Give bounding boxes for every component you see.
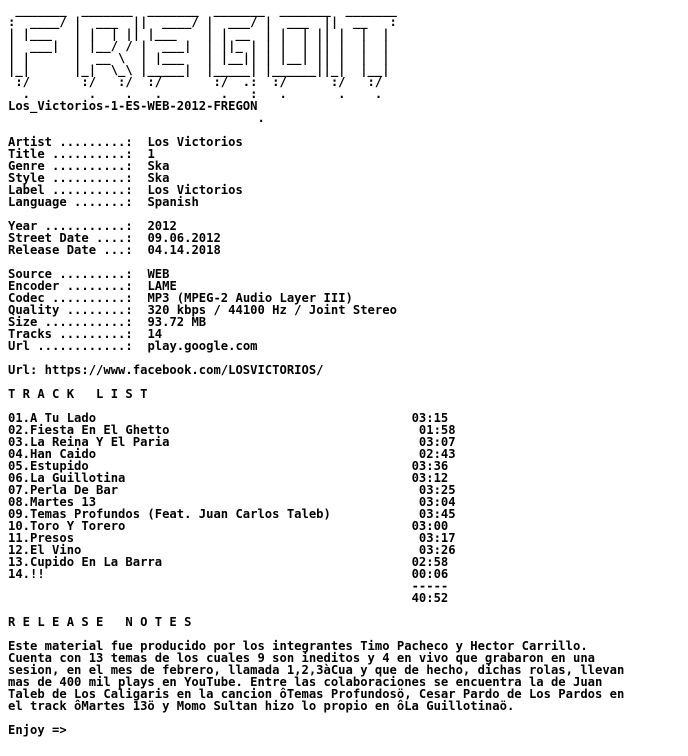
release-dot: . (257, 111, 265, 125)
release-notes (8, 639, 624, 713)
notes-line: sesion, en el mes de febrero, llamada 1,2,3àCua y que de hecho, dichas rolas, llevan (8, 663, 625, 677)
logo-line: _______ _______ _______ _______ _______ _______ (8, 3, 397, 17)
info-row-street-date: Street Date ....: 09.06.2012 (8, 231, 221, 245)
info-row-artist: Artist .........: Los Victorios (8, 135, 243, 149)
logo-line: | | | __ \ | |___ | |__|| | |__| || | | | (8, 51, 390, 65)
info-row-title: Title ..........: 1 (8, 147, 155, 161)
track-row: 13.Cupido En La Barra 02:58 (8, 555, 449, 569)
notes-line: el track ôMartes 13ö y Momo Sultan hizo lo propio en ôLa Guillotinaö. (8, 699, 515, 713)
notes-line: Este material fue producido por los integrantes Timo Pacheco y Hector Carrillo. (8, 639, 588, 653)
logo-line: :/ :/ :/ :/ :/ .: :/ :/ :/ (8, 75, 383, 89)
info-row-release-date: Release Date ...: 04.14.2018 (8, 243, 221, 257)
info-row-quality: Quality ........: 320 kbps / 44100 Hz / Joint Stereo (8, 303, 397, 317)
release-name: Los_Victorios-1-ES-WEB-2012-FREGON (8, 99, 258, 113)
track-row: 03.La Reina Y El Paria 03:07 (8, 435, 456, 449)
track-row: 12.El Vino 03:26 (8, 543, 456, 557)
info-row-style: Style ..........: Ska (8, 171, 170, 185)
release-notes-heading: R E L E A S E N O T E S (8, 615, 192, 629)
total-time: 40:52 (411, 591, 449, 605)
track-row: 11.Presos 03:17 (8, 531, 456, 545)
logo-line: | ___| | |__/ / | ___| | ||_ | | | | || | | | (8, 39, 390, 53)
track-list (8, 411, 456, 581)
info-row-year: Year ...........: 2012 (8, 219, 177, 233)
track-row: 09.Temas Profundos (Feat. Juan Carlos Taleb) 03:45 (8, 507, 456, 521)
notes-line: mas de 400 mil plays en YouTube. Entre las colaboraciones se encuentra la de Juan (8, 675, 603, 689)
facebook-url-line: Url: https://www.facebook.com/LOSVICTORIOS/ (8, 363, 324, 377)
track-row: 10.Toro Y Torero 03:00 (8, 519, 449, 533)
notes-line: Cuenta con 13 temas de los cuales 9 son ineditos y 4 en vivo que grabaron en una (8, 651, 595, 665)
info-row-label: Label ..........: Los Victorios (8, 183, 243, 197)
notes-line: Taleb de Los Caligaris en la cancion ôTemas Profundosö, Cesar Pardo de Los Pardos en (8, 687, 625, 701)
logo-line: | |___ | | | || |___ | | __ | | | || | | | (8, 27, 390, 41)
info-row-size: Size ...........: 93.72 MB (8, 315, 207, 329)
logo-line: : ____/ | ___ || ____/ | ___/ | ___ || __ : (8, 15, 397, 29)
track-list-heading: T R A C K L I S T (8, 387, 148, 401)
enjoy-line: Enjoy => (8, 723, 67, 737)
track-row: 06.La Guillotina 03:12 (8, 471, 449, 485)
info-row-url: Url ............: play.google.com (8, 339, 258, 353)
track-row: 07.Perla De Bar 03:25 (8, 483, 456, 497)
info-row-codec: Codec ..........: MP3 (MPEG-2 Audio Layer III) (8, 291, 353, 305)
info-row-source: Source .........: WEB (8, 267, 170, 281)
track-row: 08.Martes 13 03:04 (8, 495, 456, 509)
track-row: 05.Estupido 03:36 (8, 459, 449, 473)
track-row: 02.Fiesta En El Ghetto 01:58 (8, 423, 456, 437)
total-separator: ----- (411, 579, 449, 593)
info-row-tracks: Tracks .........: 14 (8, 327, 163, 341)
info-row-encoder: Encoder ........: LAME (8, 279, 177, 293)
track-row: 04.Han Caido 02:43 (8, 447, 456, 461)
track-row: 14.!! 00:06 (8, 567, 449, 581)
ascii-logo (8, 3, 397, 101)
logo-line: |_| |_| \_\ |_____| |_____| |______||_| |__| (8, 63, 390, 77)
logo-line: . . . . . : . . . (8, 87, 383, 101)
track-row: 01.A Tu Lado 03:15 (8, 411, 449, 425)
info-row-language: Language .......: Spanish (8, 195, 199, 209)
info-row-genre: Genre ..........: Ska (8, 159, 170, 173)
